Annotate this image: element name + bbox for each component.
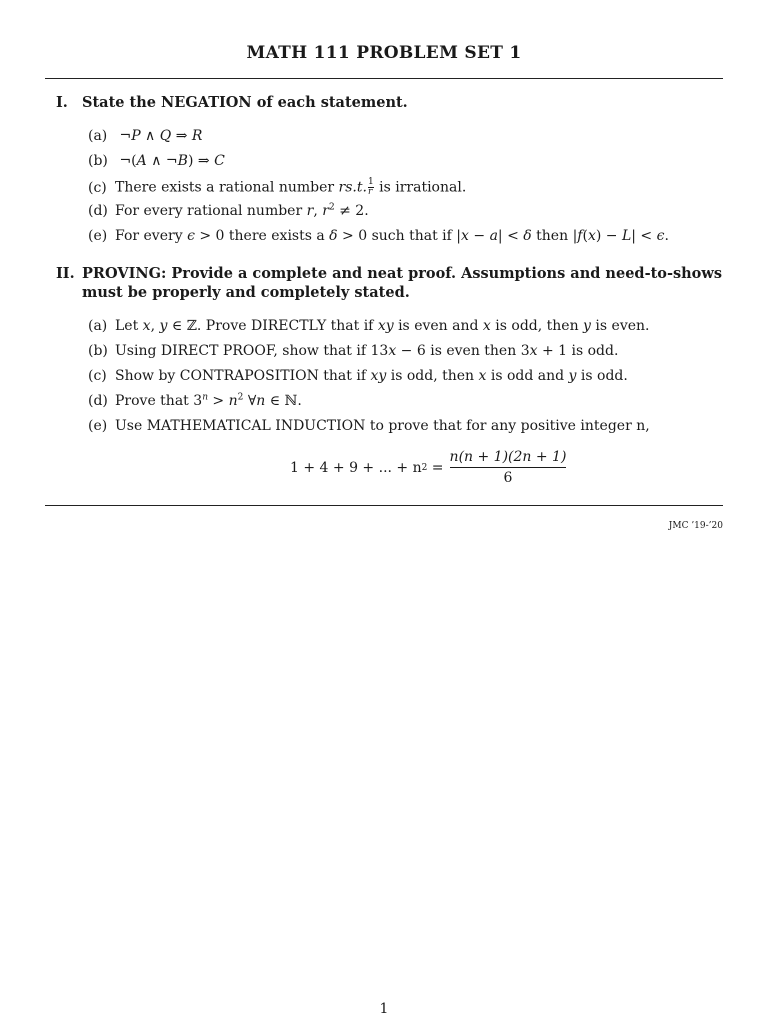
item-text: For every bbox=[115, 228, 188, 244]
list-item: (e) For every ϵ > 0 there exists a δ > 0 such that if |x − a| < δ then |f(x) − L| < ϵ. bbox=[88, 228, 669, 244]
list-item: (d) Prove that $3^n > n^2$ ∀n ∈ ℕ. bbox=[88, 392, 302, 409]
item-text: There exists a rational number bbox=[115, 179, 339, 196]
item-text: Show by CONTRAPOSITION that if bbox=[115, 368, 371, 384]
section-1-number: I. bbox=[56, 94, 68, 111]
item-text: is odd, then bbox=[490, 318, 584, 334]
page-number: 1 bbox=[379, 1001, 389, 1017]
equation-denominator: 6 bbox=[450, 467, 567, 486]
fraction-1-over-r: $\frac{1}{r}$ bbox=[367, 177, 374, 197]
section-1-heading-text: State the NEGATION of each statement. bbox=[82, 94, 408, 111]
item-text: is odd. bbox=[576, 368, 628, 384]
item-text: Let bbox=[115, 318, 143, 334]
list-item bbox=[88, 418, 650, 434]
list-item: (c) There exists a rational number rs.t. $\frac{1}{r}$ is irrational. bbox=[88, 177, 467, 197]
item-label: (e) bbox=[88, 228, 108, 244]
item-text: For every rational number bbox=[115, 203, 307, 219]
list-item: (b) Using DIRECT PROOF, show that if 13x − 6 is even then 3x + 1 is odd. bbox=[88, 343, 619, 359]
item-text: is odd. bbox=[567, 343, 619, 359]
item-text: Prove that bbox=[115, 393, 194, 409]
item-text: Using DIRECT PROOF, show that if bbox=[115, 343, 371, 359]
equation-fraction bbox=[450, 449, 567, 486]
item-text: is irrational. bbox=[374, 179, 467, 196]
equation-lhs: 1 + 4 + 9 + ... + n bbox=[290, 459, 422, 476]
item-text: is odd and bbox=[486, 368, 569, 384]
section-2-number: II. bbox=[56, 265, 75, 282]
section-2-heading-text: PROVING: Provide a complete and neat proof. Assumptions and need-to-shows must be properly and completely stated. bbox=[82, 265, 722, 301]
item-text: is even. bbox=[590, 318, 650, 334]
item-label: (d) bbox=[88, 203, 108, 219]
top-divider bbox=[45, 78, 723, 79]
item-label: (d) bbox=[88, 393, 108, 409]
page-title: MATH 111 PROBLEM SET 1 bbox=[246, 43, 522, 63]
item-label: (c) bbox=[88, 368, 107, 384]
item-label: (a) bbox=[88, 128, 108, 144]
footer-tag: JMC ’19-’20 bbox=[668, 521, 723, 531]
item-text: . Prove DIRECTLY that if bbox=[196, 318, 378, 334]
item-text: Use MATHEMATICAL INDUCTION to prove that for any positive integer n, bbox=[115, 418, 650, 434]
equation-numerator: n(n + 1)(2n + 1) bbox=[449, 449, 567, 465]
item-text: is odd, then bbox=[386, 368, 479, 384]
item-text: then bbox=[531, 228, 573, 244]
list-item: (a) Let x, y ∈ ℤ. Prove DIRECTLY that if xy is even and x is odd, then y is even. bbox=[88, 318, 650, 334]
item-text: is even then bbox=[425, 343, 521, 359]
math-expression: ¬P ∧ Q ⇒ R bbox=[119, 128, 203, 144]
list-item bbox=[88, 153, 225, 169]
item-label: (c) bbox=[88, 179, 107, 196]
item-label: (b) bbox=[88, 343, 108, 359]
item-label: (a) bbox=[88, 318, 108, 334]
item-text: is even and bbox=[393, 318, 483, 334]
bottom-divider bbox=[45, 505, 723, 506]
item-label: (b) bbox=[88, 153, 108, 169]
item-text: there exists a bbox=[224, 228, 330, 244]
item-label: (e) bbox=[88, 418, 108, 434]
item-text: such that if bbox=[367, 228, 457, 244]
induction-equation: 1 + 4 + 9 + ... + n 2 = $\frac{n(n + 1)(2n + 1)}{6}$ bbox=[290, 449, 567, 486]
list-item bbox=[88, 128, 202, 144]
list-item: (c) Show by CONTRAPOSITION that if xy is odd, then x is odd and y is odd. bbox=[88, 368, 628, 384]
list-item: (d) For every rational number r, $r^2 \ne 2$. bbox=[88, 202, 369, 219]
math-expression: ¬(A ∧ ¬B) ⇒ C bbox=[119, 153, 225, 169]
